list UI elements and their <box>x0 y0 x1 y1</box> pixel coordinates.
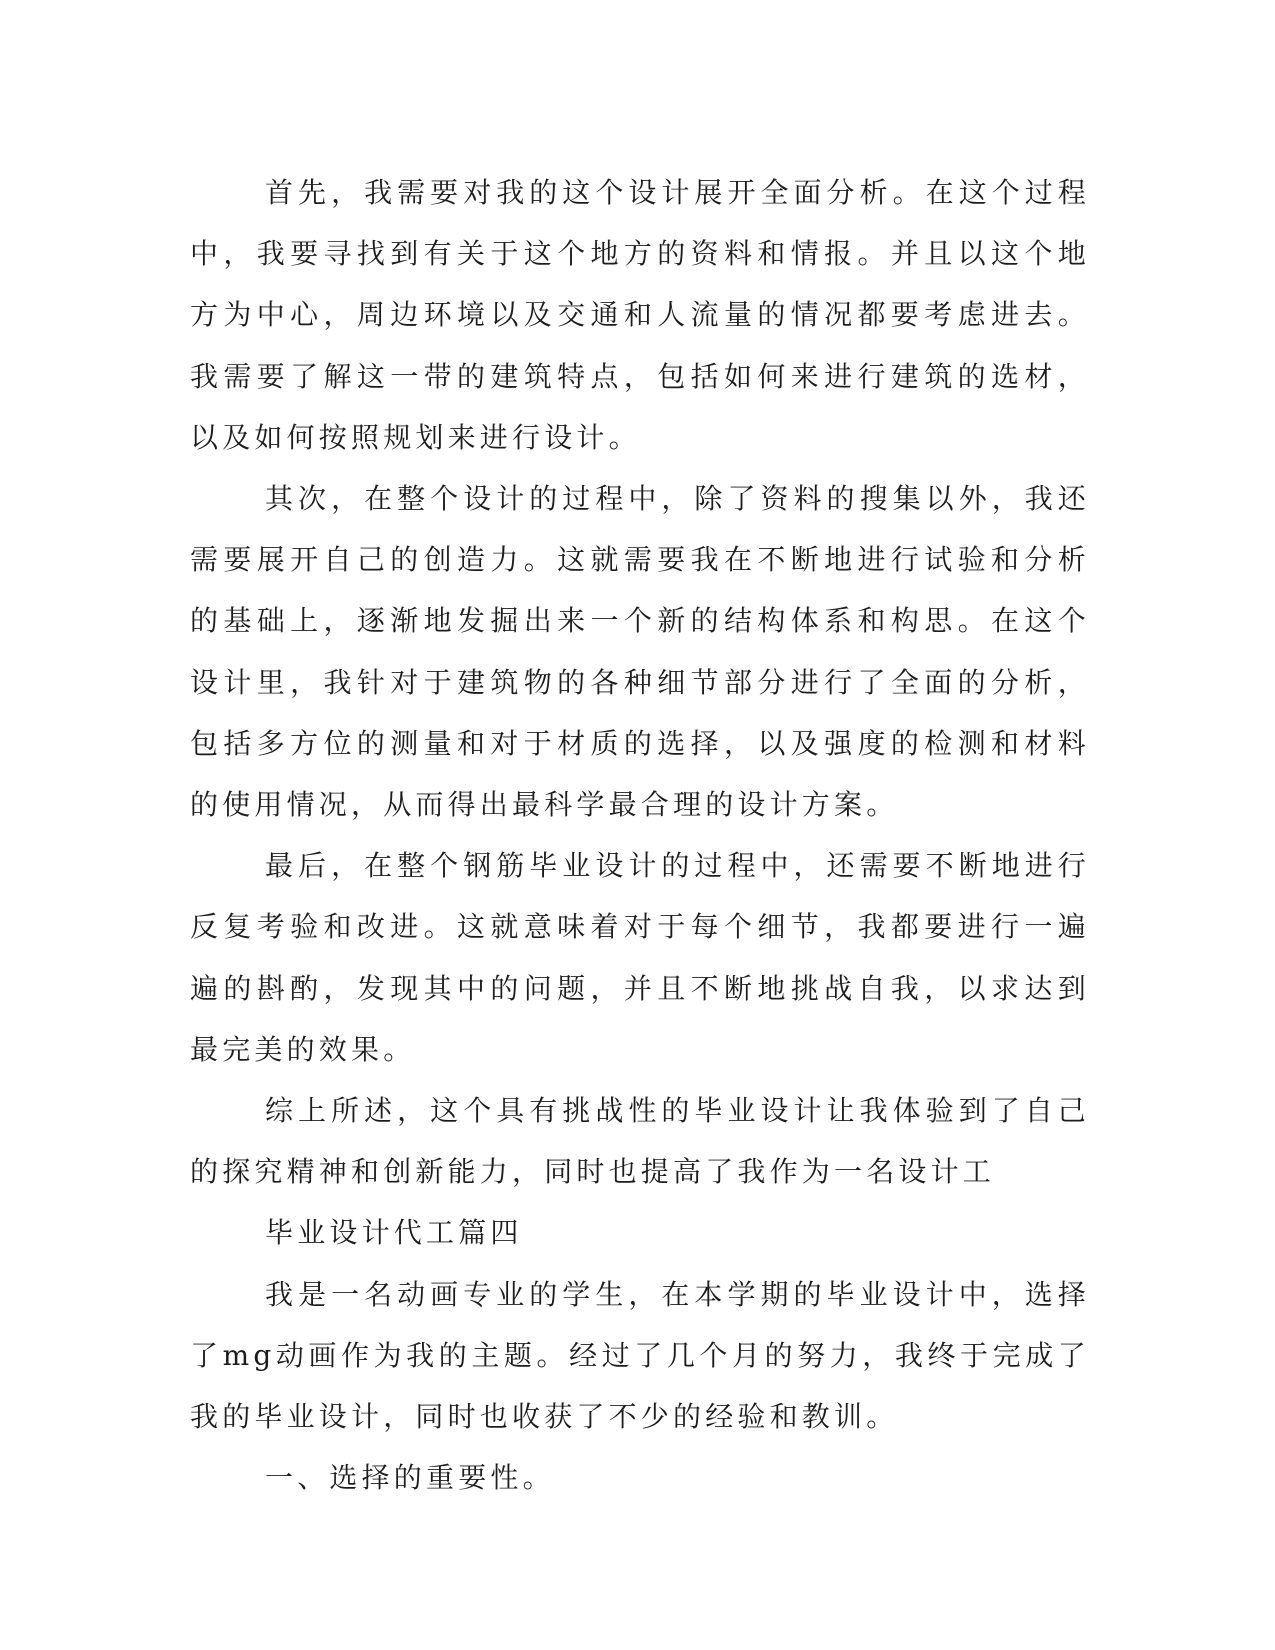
paragraph-intro: 我是一名动画专业的学生，在本学期的毕业设计中，选择了mg动画作为我的主题。经过了几个月的努力，我终于完成了我的毕业设计，同时也收获了不少的经验和教训。 <box>190 1277 1090 1434</box>
document-body <box>190 162 1090 1508</box>
paragraph-first: 首先，我需要对我的这个设计展开全面分析。在这个过程中，我要寻找到有关于这个地方的资料和情报。并且以这个地方为中心，周边环境以及交通和人流量的情况都要考虑进去。我需要了解这一带的建筑特点，包括如何来进行建筑的选材，以及如何按照规划来进行设计。 <box>190 176 1090 454</box>
paragraph-summary: 综上所述，这个具有挑战性的毕业设计让我体验到了自己的探究精神和创新能力，同时也提高了我作为一名设计工 <box>190 1094 1090 1189</box>
subsection-heading: 一、选择的重要性。 <box>265 1461 555 1495</box>
paragraph-finally: 最后，在整个钢筋毕业设计的过程中，还需要不断地进行反复考验和改进。这就意味着对于每个细节，我都要进行一遍遍的斟酌，发现其中的问题，并且不断地挑战自我，以求达到最完美的效果。 <box>190 849 1090 1066</box>
section-heading: 毕业设计代工篇四 <box>265 1216 523 1250</box>
paragraph-second: 其次，在整个设计的过程中，除了资料的搜集以外，我还需要展开自己的创造力。这就需要我在不断地进行试验和分析的基础上，逐渐地发掘出来一个新的结构体系和构思。在这个设计里，我针对于建筑物的各种细节部分进行了全面的分析，包括多方位的测量和对于材质的选择，以及强度的检测和材料的使用情况，从而得出最科学最合理的设计方案。 <box>190 482 1090 822</box>
